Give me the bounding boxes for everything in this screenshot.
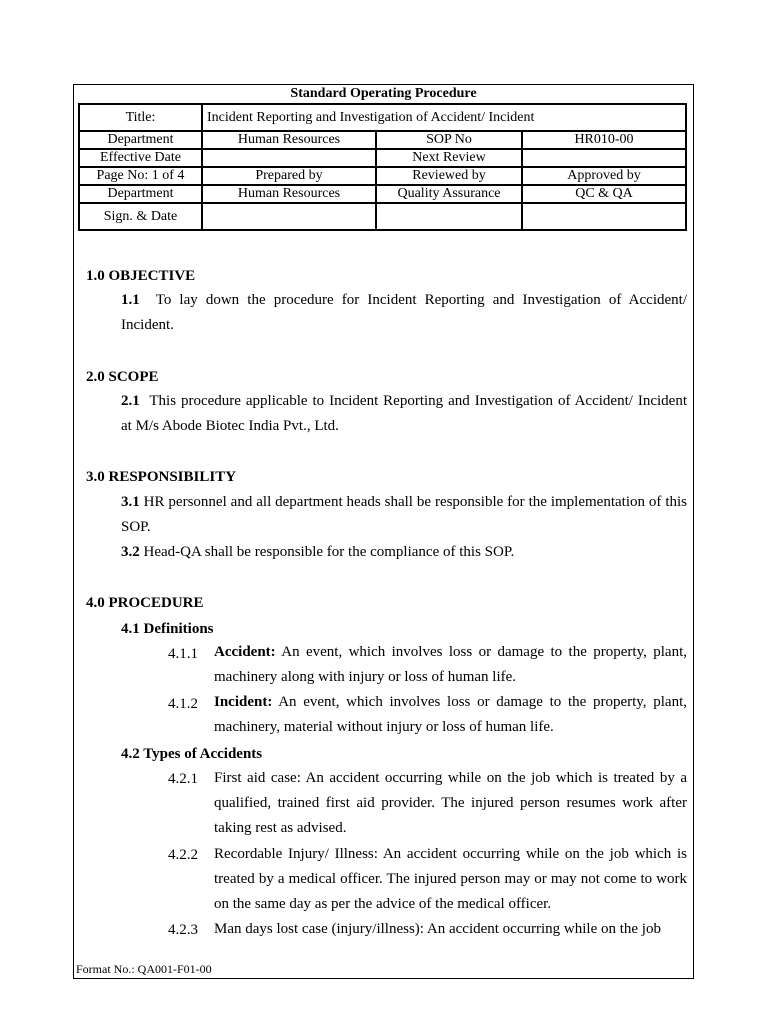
section-objective-heading: 1.0 OBJECTIVE: [86, 268, 196, 284]
reviewed-sign: [376, 203, 522, 230]
reviewed-by-label: Reviewed by: [376, 167, 522, 185]
department-label: Department: [79, 131, 202, 149]
responsibility-3-2: [121, 540, 687, 565]
item-4-1-1-number: 4.1.1: [168, 646, 198, 662]
sop-no-label: SOP No: [376, 131, 522, 149]
definition-text: An event, which involves loss or damage to the property, plant, machinery along with injury or loss of human life.: [214, 644, 687, 685]
page-no-label: Page No: 1 of 4: [79, 167, 202, 185]
responsibility-3-1: [121, 490, 687, 540]
department-label-2: Department: [79, 185, 202, 203]
item-4-2-1-number: 4.2.1: [168, 771, 198, 787]
next-review-label: Next Review: [376, 149, 522, 167]
item-4-2-2-number: 4.2.2: [168, 847, 198, 863]
title-value: Incident Reporting and Investigation of Accident/ Incident: [202, 104, 686, 131]
approved-dept: QC & QA: [522, 185, 686, 203]
definitions-heading: 4.1 Definitions: [121, 621, 214, 637]
title-label: Title:: [79, 104, 202, 131]
document-title: Standard Operating Procedure: [290, 86, 477, 101]
definition-accident: [214, 640, 687, 690]
definition-text: An event, which involves loss or damage to the property, plant, machinery, material without injury or loss of human life.: [214, 694, 687, 735]
item-text: HR personnel and all department heads shall be responsible for the implementation of this SOP.: [121, 494, 687, 535]
type-first-aid: First aid case: An accident occurring while on the job which is treated by a qualified, trained first aid provider. The injured person resumes work after taking rest as advised.: [214, 770, 687, 836]
format-number: Format No.: QA001-F01-00: [76, 962, 212, 976]
department-value: Human Resources: [202, 131, 376, 149]
next-review-value: [522, 149, 686, 167]
objective-1-1: [121, 288, 687, 338]
item-text: This procedure applicable to Incident Reporting and Investigation of Accident/ Incident at M/s Abode Biotec India Pvt., Ltd.: [121, 393, 687, 434]
reviewed-dept: Quality Assurance: [376, 185, 522, 203]
approved-by-label: Approved by: [522, 167, 686, 185]
sign-date-label: Sign. & Date: [79, 203, 202, 230]
types-of-accidents-heading: 4.2 Types of Accidents: [121, 746, 263, 762]
item-number: 3.2: [121, 544, 140, 560]
definition-incident: [214, 690, 687, 740]
sop-header-table: [78, 103, 687, 231]
prepared-by-label: Prepared by: [202, 167, 376, 185]
effective-date-label: Effective Date: [79, 149, 202, 167]
section-scope-heading: 2.0 SCOPE: [86, 369, 159, 385]
term: Incident:: [214, 694, 273, 710]
item-number: 1.1: [121, 292, 140, 308]
item-text: To lay down the procedure for Incident Reporting and Investigation of Accident/ Incident.: [121, 292, 687, 333]
type-man-days-lost: Man days lost case (injury/illness): An accident occurring while on the job: [214, 921, 661, 937]
effective-date-value: [202, 149, 376, 167]
approved-sign: [522, 203, 686, 230]
prepared-dept: Human Resources: [202, 185, 376, 203]
item-4-2-3-number: 4.2.3: [168, 922, 198, 938]
section-procedure-heading: 4.0 PROCEDURE: [86, 595, 204, 611]
prepared-sign: [202, 203, 376, 230]
term: Accident:: [214, 644, 276, 660]
item-number: 3.1: [121, 494, 140, 510]
item-4-1-2-number: 4.1.2: [168, 696, 198, 712]
sop-no-value: HR010-00: [522, 131, 686, 149]
section-responsibility-heading: 3.0 RESPONSIBILITY: [86, 469, 237, 485]
scope-2-1: [121, 389, 687, 439]
item-number: 2.1: [121, 393, 140, 409]
item-text: Head-QA shall be responsible for the compliance of this SOP.: [143, 544, 515, 560]
type-recordable-injury: Recordable Injury/ Illness: An accident occurring while on the job which is treated by a medical officer. The injured person may or may not come to work on the same day as per the advice of the medical officer.: [214, 846, 687, 912]
